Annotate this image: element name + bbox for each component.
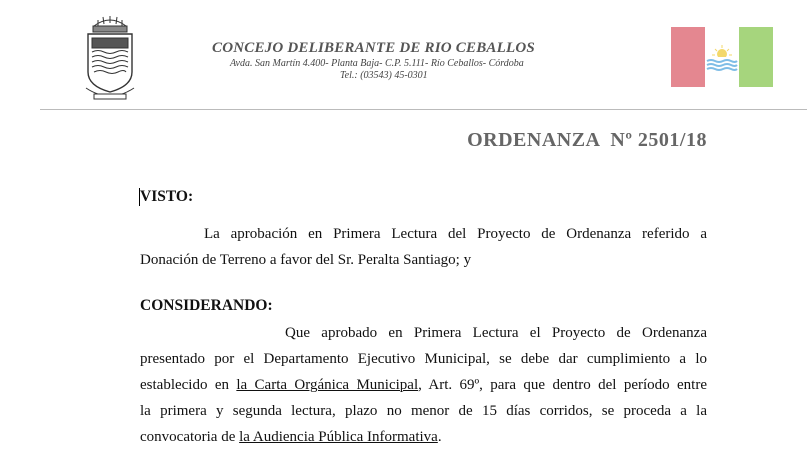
ordinance-title: ORDENANZA Nº 2501/18: [467, 129, 707, 151]
considerando-line-2: presentado por el Departamento Ejecutivo Municipal, se debe dar cumplimiento a lo: [140, 351, 707, 367]
considerando-line-3-b: , Art. 69º, para que dentro del período entre: [418, 377, 707, 393]
considerando-line-1: Que aprobado en Primera Lectura el Proyecto de Ordenanza: [285, 325, 707, 341]
address-line: Avda. San Martín 4.400- Planta Baja- C.P. 5.111- Río Ceballos- Córdoba: [230, 58, 524, 69]
municipal-seal-logo: [80, 14, 140, 104]
visto-line-2: Donación de Terreno a favor del Sr. Peralta Santiago; y: [140, 252, 472, 268]
considerando-heading: CONSIDERANDO:: [140, 297, 273, 314]
considerando-line-5: [140, 424, 707, 450]
phone-line: Tel.: (03543) 45-0301: [340, 70, 428, 81]
audiencia-publica-link: la Audiencia Pública Informativa: [239, 429, 438, 445]
visto-heading: VISTO:: [140, 188, 194, 205]
city-flag-logo: [671, 27, 773, 87]
address-block: [230, 58, 524, 82]
carta-organica-link: la Carta Orgánica Municipal: [236, 377, 419, 393]
considerando-line-5-a: convocatoria de: [140, 429, 240, 445]
visto-paragraph: [140, 221, 707, 273]
considerando-paragraph: [140, 320, 707, 450]
visto-line-1: La aprobación en Primera Lectura del Proyecto de Ordenanza referido a: [204, 226, 707, 242]
considerando-line-3-a: establecido en: [140, 377, 237, 393]
organization-name: CONCEJO DELIBERANTE DE RIO CEBALLOS: [212, 40, 535, 56]
considerando-line-3: [140, 372, 707, 398]
header-divider: [40, 109, 807, 110]
considerando-line-4: la primera y segunda lectura, plazo no menor de 15 días corridos, se proceda a la: [140, 403, 707, 419]
considerando-line-5-b: .: [437, 429, 442, 445]
